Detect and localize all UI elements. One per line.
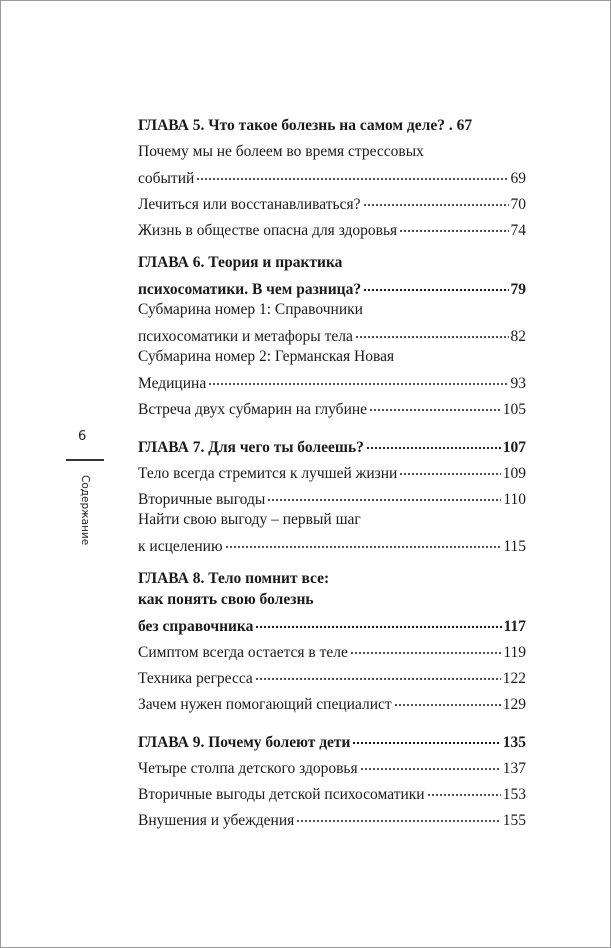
toc-title-line: Почему мы не болеем во время стрессовых [138, 143, 424, 160]
toc-page-number: 110 [503, 491, 526, 508]
toc-entry[interactable] [138, 662, 526, 687]
toc-page-number: 109 [502, 465, 526, 482]
dot-leader [363, 188, 509, 209]
toc-title-line: Техника регресса [138, 670, 253, 687]
toc-title-line: без справочника [138, 618, 254, 635]
section-label: Содержание [79, 475, 91, 546]
toc-chapter[interactable] [138, 252, 526, 298]
toc-entry[interactable] [138, 299, 526, 345]
toc-entry[interactable] [138, 141, 526, 187]
toc-title-line: ГЛАВА 9. Почему болеют дети [138, 734, 351, 751]
toc-page-number: 122 [502, 670, 526, 687]
toc-page-number: 69 [510, 170, 526, 187]
toc-entry[interactable] [138, 804, 526, 829]
toc-page-number: 129 [502, 696, 526, 713]
toc-page-number: 79 [510, 281, 526, 298]
toc-page-number: 119 [503, 644, 526, 661]
toc-chapter[interactable] [138, 431, 526, 456]
dot-leader [355, 320, 509, 341]
toc-page-number: 70 [510, 196, 526, 213]
toc-title-line: Жизнь в обществе опасна для здоровья [138, 222, 398, 239]
dot-leader [369, 393, 501, 414]
dot-leader [350, 636, 501, 657]
toc-entry[interactable] [138, 346, 526, 392]
toc-page-number: 137 [502, 760, 526, 777]
toc-chapter[interactable] [138, 568, 526, 635]
toc-page-number: 115 [503, 538, 526, 555]
dot-leader [427, 778, 501, 799]
toc-title-line: Тело всегда стремится к лучшей жизни [138, 465, 398, 482]
toc-page-number: 82 [510, 328, 526, 345]
toc-title-line: как понять свою болезнь [138, 591, 314, 608]
dot-leader [399, 214, 508, 235]
toc-entry[interactable] [138, 752, 526, 777]
toc-title-line: ГЛАВА 6. Теория и практика [138, 254, 343, 271]
divider [66, 459, 104, 461]
toc-title-line: Вторичные выгоды [138, 491, 266, 508]
toc-title-line: психосоматики и метафоры тела [138, 328, 353, 345]
toc-title-line: Симптом всегда остается в теле [138, 644, 348, 661]
toc-entry[interactable] [138, 509, 526, 555]
toc-entry[interactable] [138, 636, 526, 661]
toc-title-line: событий [138, 170, 195, 187]
toc-title-line: психосоматики. В чем разница? [138, 281, 362, 298]
dot-leader [255, 610, 501, 631]
toc-title-line: Лечиться или восстанавливаться? [138, 196, 361, 213]
dot-leader [394, 688, 501, 709]
toc-title-line: Четыре столпа детского здоровья [138, 760, 358, 777]
toc-title-line: Медицина [138, 375, 207, 392]
toc-entry[interactable] [138, 688, 526, 713]
dot-leader [255, 662, 501, 683]
toc-page-number: 153 [502, 786, 526, 803]
dot-leader [360, 752, 501, 773]
dot-leader [366, 431, 501, 452]
dot-leader [196, 162, 508, 183]
toc-entry[interactable] [138, 483, 526, 508]
toc-page-number: 105 [502, 401, 526, 418]
toc-title-line: Найти свою выгоду – первый шаг [138, 511, 361, 528]
toc-chapter[interactable] [138, 726, 526, 751]
toc-page-number: 155 [502, 812, 526, 829]
toc-page-number: 107 [502, 439, 526, 456]
page-number: 6 [78, 429, 87, 444]
dot-leader [363, 273, 508, 294]
toc-title-line: ГЛАВА 7. Для чего ты болеешь? [138, 439, 364, 456]
dot-leader [399, 457, 500, 478]
toc-entry[interactable] [138, 214, 526, 239]
toc-chapter[interactable] [138, 115, 526, 136]
toc-title-line: к исцелению [138, 538, 223, 555]
toc-title-line: Зачем нужен помогающий специалист [138, 696, 392, 713]
toc-title-line: Субмарина номер 1: Справочники [138, 301, 363, 318]
toc-title-line: Субмарина номер 2: Германская Новая [138, 348, 395, 365]
dot-leader [296, 804, 500, 825]
toc-entry[interactable] [138, 778, 526, 803]
toc-entry[interactable] [138, 393, 526, 418]
toc-title-line: Внушения и убеждения [138, 812, 295, 829]
dot-leader [267, 483, 501, 504]
toc-title-line: ГЛАВА 8. Тело помнит все: [138, 570, 330, 587]
table-of-contents [138, 115, 526, 829]
toc-entry[interactable] [138, 457, 526, 482]
toc-entry[interactable] [138, 188, 526, 213]
toc-page-number: 74 [510, 222, 526, 239]
dot-leader [225, 530, 502, 551]
toc-title-line: Вторичные выгоды детской психосоматики [138, 786, 425, 803]
toc-title-line: ГЛАВА 5. Что такое болезнь на самом деле? . 67 [138, 117, 473, 134]
dot-leader [208, 367, 508, 388]
toc-page-number: 117 [503, 618, 526, 635]
toc-title-line: Встреча двух субмарин на глубине [138, 401, 368, 418]
toc-page-number: 93 [510, 375, 526, 392]
toc-page-number: 135 [502, 734, 526, 751]
dot-leader [352, 726, 500, 747]
